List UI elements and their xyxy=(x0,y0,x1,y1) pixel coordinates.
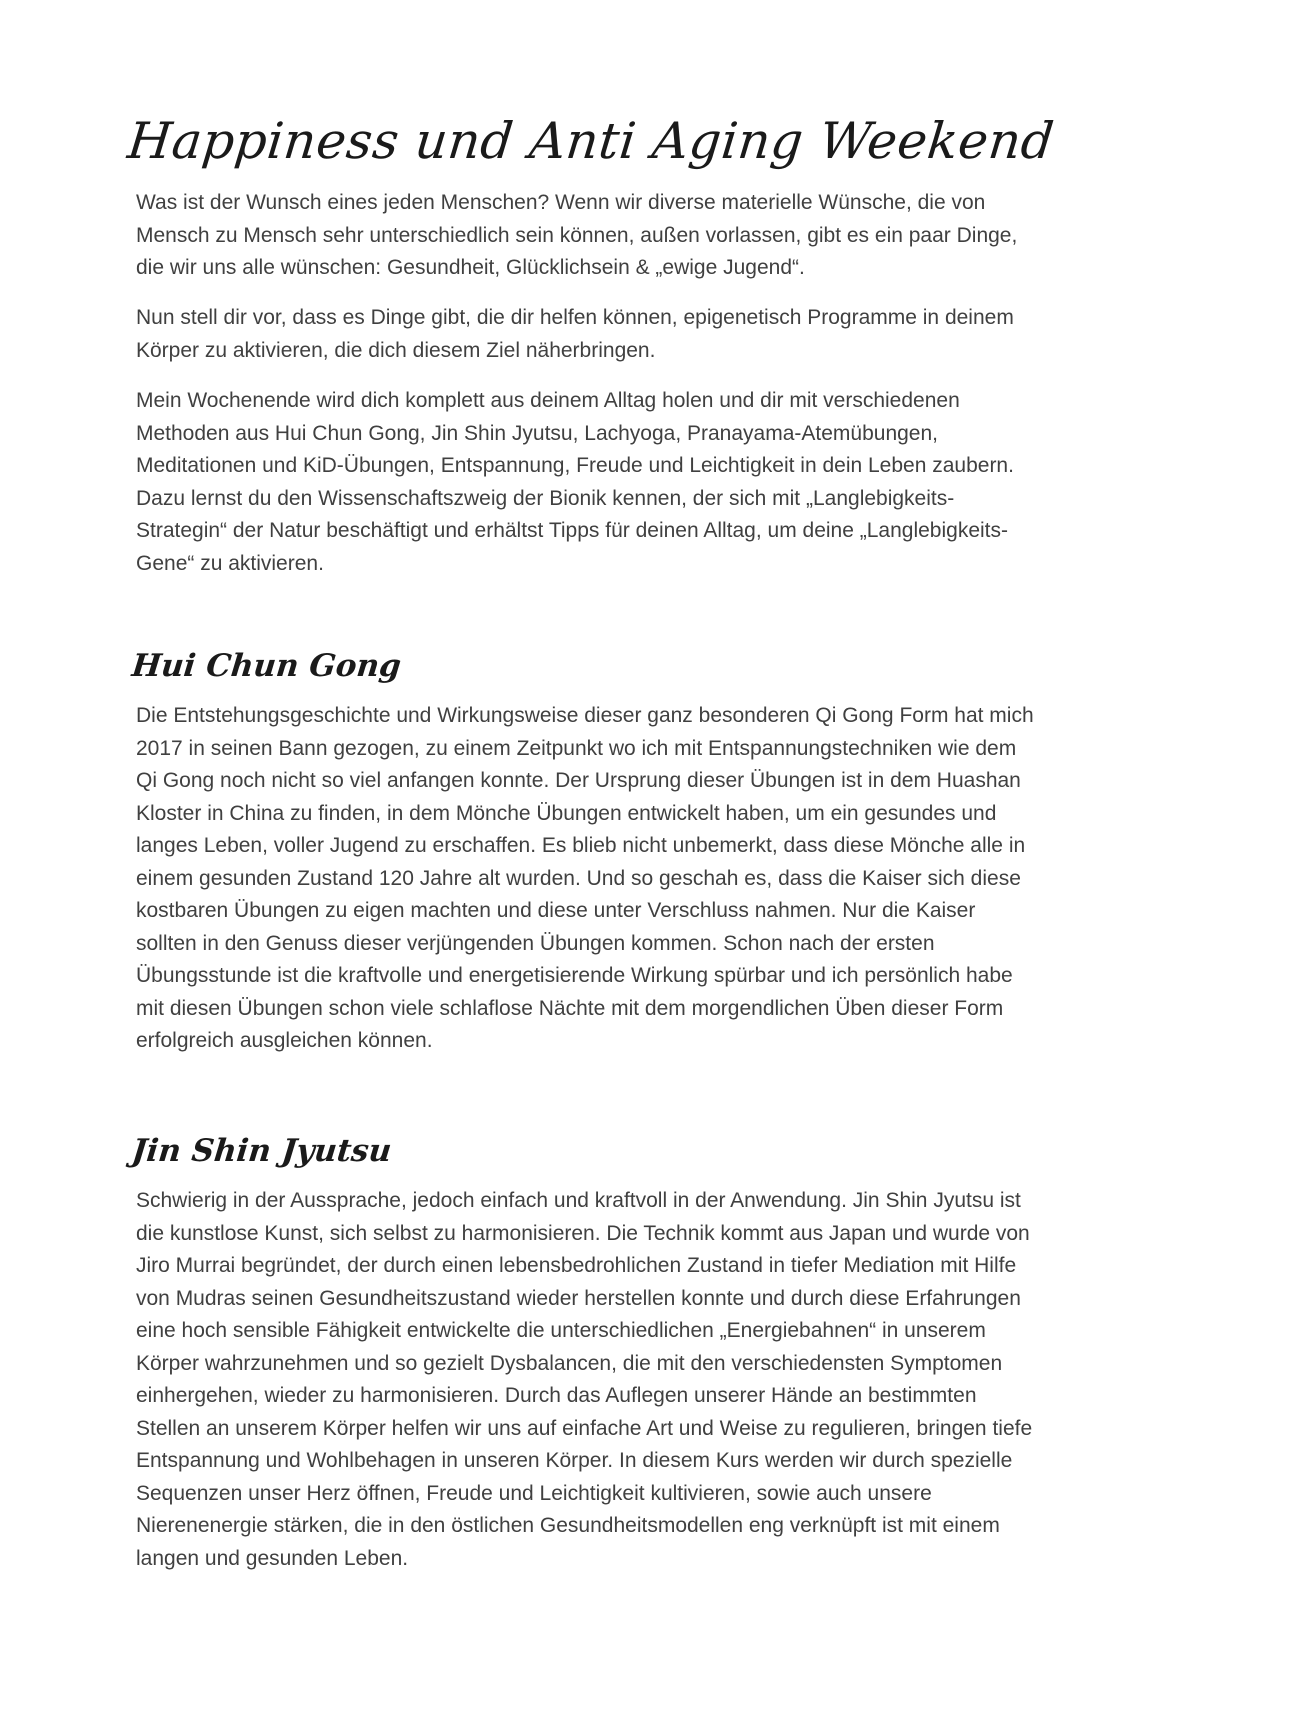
text-line: Körper wahrzunehmen und so gezielt Dysbalancen, die mit den verschiedensten Symptomen xyxy=(136,1351,1003,1375)
text-line: Körper zu aktivieren, die dich diesem Ziel näherbringen. xyxy=(136,338,656,362)
text-line: langen und gesunden Leben. xyxy=(136,1546,409,1570)
section-heading-hui-chun-gong: Hui Chun Gong xyxy=(130,647,403,684)
text-line: langes Leben, voller Jugend zu erschaffen. Es blieb nicht unbemerkt, dass diese Mönche alle in xyxy=(136,834,1026,857)
text-line: Stellen an unserem Körper helfen wir uns auf einfache Art und Weise zu regulieren, bringen tiefe xyxy=(136,1416,1033,1440)
text-line: Methoden aus Hui Chun Gong, Jin Shin Jyutsu, Lachyoga, Pranayama-Atemübungen, xyxy=(136,421,938,445)
text-line: Schwierig in der Aussprache, jedoch einfach und kraftvoll in der Anwendung. Jin Shin Jyutsu ist xyxy=(136,1189,1021,1212)
text-line: Gene“ zu aktivieren. xyxy=(136,551,324,575)
section-heading-jin-shin-jyutsu: Jin Shin Jyutsu xyxy=(130,1132,394,1169)
text-line: sollten in den Genuss dieser verjüngenden Übungen kommen. Schon nach der ersten xyxy=(136,931,935,955)
text-line: Dazu lernst du den Wissenschaftszweig der Bionik kennen, der sich mit „Langlebigkeits- xyxy=(136,486,955,510)
text-line: Meditationen und KiD-Übungen, Entspannung, Freude und Leichtigkeit in dein Leben zaubern. xyxy=(136,454,1014,477)
text-line: Strategin“ der Natur beschäftigt und erhältst Tipps für deinen Alltag, um deine „Langlebigkeits- xyxy=(136,519,1009,542)
text-line: Übungsstunde ist die kraftvolle und energetisierende Wirkung spürbar und ich persönlich habe xyxy=(136,964,1013,987)
text-line: Mensch zu Mensch sehr unterschiedlich sein können, außen vorlassen, gibt es ein paar Dinge, xyxy=(136,223,1018,247)
section-paragraph-hui-chun-gong xyxy=(136,700,1186,1058)
text-line: einhergehen, wieder zu harmonisieren. Durch das Auflegen unserer Hände an bestimmten xyxy=(136,1384,977,1407)
page-title: Happiness und Anti Aging Weekend xyxy=(124,111,1057,170)
text-line: Kloster in China zu finden, in dem Mönche Übungen entwickelt haben, um ein gesundes und xyxy=(136,801,997,825)
text-line: eine hoch sensible Fähigkeit entwickelte die unterschiedlichen „Energiebahnen“ in unserem xyxy=(136,1319,986,1342)
section-paragraph-jin-shin-jyutsu xyxy=(136,1185,1186,1575)
intro-paragraph-3 xyxy=(136,385,1186,580)
text-line: Was ist der Wunsch eines jeden Menschen? Wenn wir diverse materielle Wünsche, die von xyxy=(136,191,986,214)
text-line: die wir uns alle wünschen: Gesundheit, Glücklichsein & „ewige Jugend“. xyxy=(136,256,805,279)
text-line: die kunstlose Kunst, sich selbst zu harmonisieren. Die Technik kommt aus Japan und wurde von xyxy=(136,1221,1030,1245)
text-line: erfolgreich ausgleichen können. xyxy=(136,1029,433,1052)
intro-paragraph-2 xyxy=(136,302,1186,367)
text-line: kostbaren Übungen zu eigen machten und diese unter Verschluss nahmen. Nur die Kaiser xyxy=(136,899,976,922)
text-line: Die Entstehungsgeschichte und Wirkungsweise dieser ganz besonderen Qi Gong Form hat mich xyxy=(136,704,1034,727)
text-line: Entspannung und Wohlbehagen in unseren Körper. In diesem Kurs werden wir durch spezielle xyxy=(136,1449,1013,1472)
intro-paragraph-1 xyxy=(136,187,1186,285)
text-line: Nun stell dir vor, dass es Dinge gibt, die dir helfen können, epigenetisch Programme in deinem xyxy=(136,306,1014,329)
text-line: Mein Wochenende wird dich komplett aus deinem Alltag holen und dir mit verschiedenen xyxy=(136,389,960,412)
text-line: 2017 in seinen Bann gezogen, zu einem Zeitpunkt wo ich mit Entspannungstechniken wie dem xyxy=(136,736,1017,760)
text-line: einem gesunden Zustand 120 Jahre alt wurden. Und so geschah es, dass die Kaiser sich diese xyxy=(136,866,1021,890)
text-line: mit diesen Übungen schon viele schlaflose Nächte mit dem morgendlichen Üben dieser Form xyxy=(136,996,1004,1020)
text-line: Jiro Murrai begründet, der durch einen lebensbedrohlichen Zustand in tiefer Mediation mit Hilfe xyxy=(136,1254,1017,1277)
text-line: Qi Gong noch nicht so viel anfangen konnte. Der Ursprung dieser Übungen ist in dem Huashan xyxy=(136,769,1021,792)
text-line: Nierenenergie stärken, die in den östlichen Gesundheitsmodellen eng verknüpft ist mit einem xyxy=(136,1514,1000,1537)
text-line: Sequenzen unser Herz öffnen, Freude und Leichtigkeit kultivieren, sowie auch unsere xyxy=(136,1481,932,1505)
text-line: von Mudras seinen Gesundheitszustand wieder herstellen konnte und durch diese Erfahrungen xyxy=(136,1286,1021,1310)
